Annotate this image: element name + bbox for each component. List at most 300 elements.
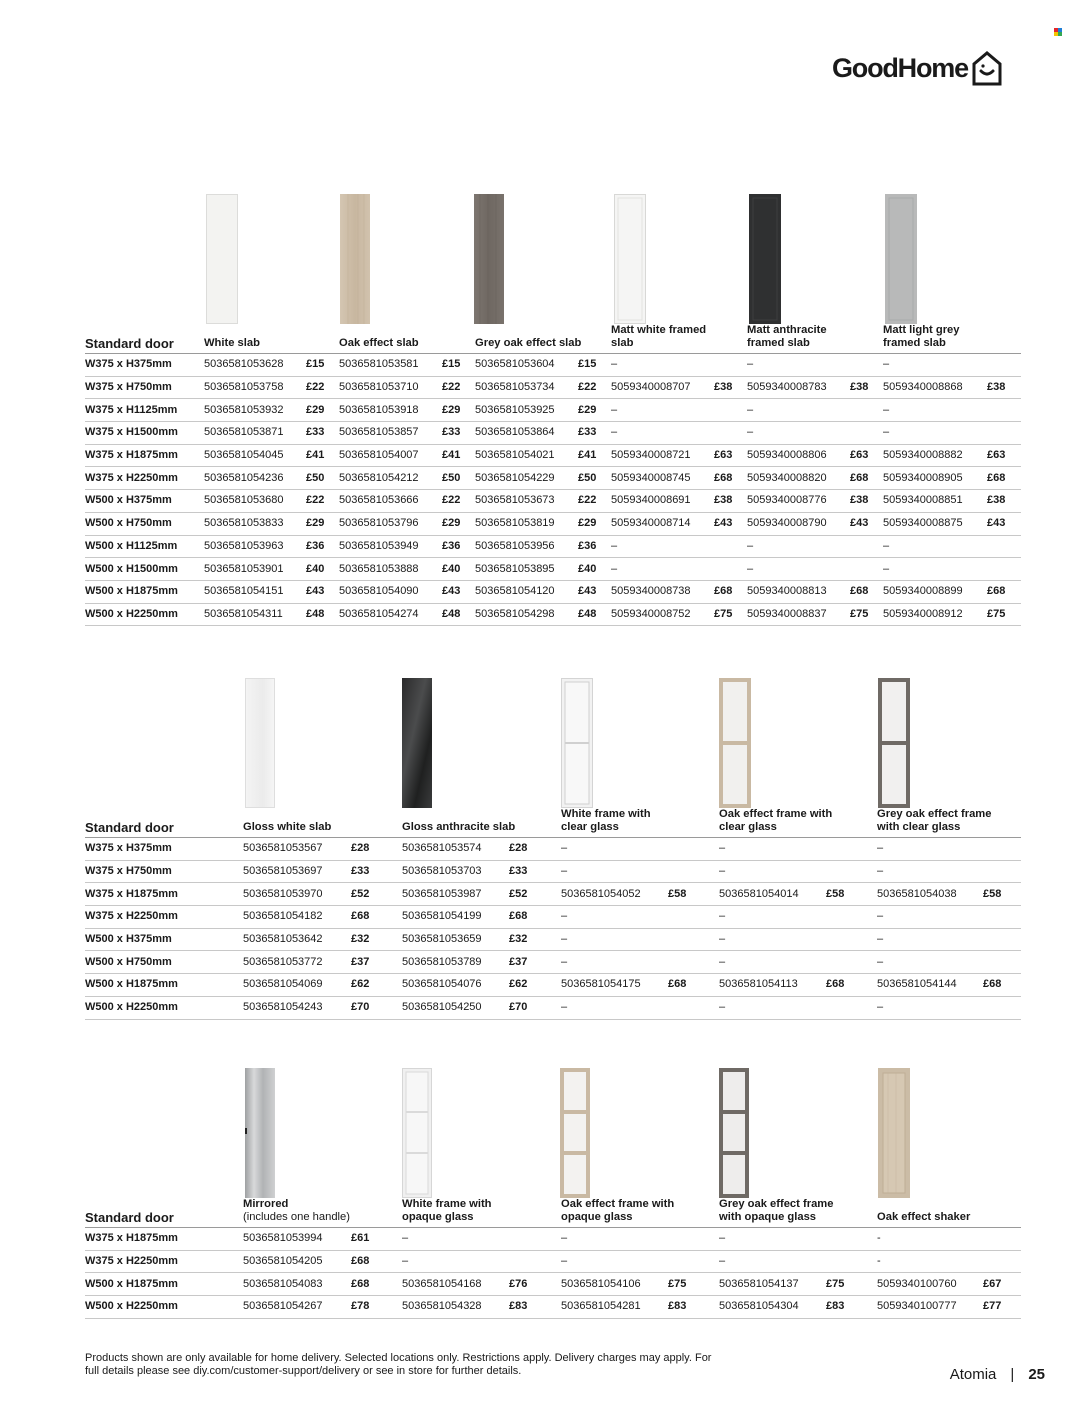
product-code-cell: 5036581053642 bbox=[243, 933, 323, 946]
product-code-cell: 5036581053918 bbox=[339, 403, 419, 416]
price-cell: £37 bbox=[509, 955, 528, 968]
table-row bbox=[85, 376, 1021, 399]
size-cell: W500 x H375mm bbox=[85, 933, 172, 946]
price-cell: £70 bbox=[351, 1001, 370, 1014]
product-code-cell: – bbox=[561, 842, 568, 855]
product-code-cell: – bbox=[883, 403, 890, 416]
price-cell: £28 bbox=[351, 842, 370, 855]
price-cell: £83 bbox=[509, 1300, 528, 1313]
price-cell: £77 bbox=[983, 1300, 1002, 1313]
price-cell: £29 bbox=[306, 517, 325, 530]
product-code-cell: 5036581053680 bbox=[204, 494, 284, 507]
price-cell: £63 bbox=[850, 449, 869, 462]
product-code-cell: 5036581053925 bbox=[475, 403, 555, 416]
product-code-cell: 5036581054168 bbox=[402, 1277, 482, 1290]
price-cell: £78 bbox=[351, 1300, 370, 1313]
product-name bbox=[611, 324, 747, 354]
product-code-cell: 5036581054311 bbox=[204, 607, 283, 620]
product-code-cell: – bbox=[561, 865, 568, 878]
price-cell: £43 bbox=[442, 585, 461, 598]
product-name bbox=[719, 808, 877, 838]
price-cell: £48 bbox=[306, 607, 325, 620]
product-name-text: Oak effect frame with clear glass bbox=[719, 808, 833, 833]
size-cell: W375 x H750mm bbox=[85, 381, 172, 394]
price-cell: £62 bbox=[351, 978, 370, 991]
product-code-cell: 5036581054052 bbox=[561, 887, 641, 900]
product-code-cell: – bbox=[611, 426, 618, 439]
table-row bbox=[85, 422, 1021, 445]
product-code-cell: 5036581054267 bbox=[243, 1300, 323, 1313]
size-cell: W500 x H750mm bbox=[85, 517, 172, 530]
price-cell: £36 bbox=[578, 539, 597, 552]
product-code-cell: 5036581054304 bbox=[719, 1300, 799, 1313]
oak-frame-opaque-glass-door-image bbox=[560, 1068, 590, 1198]
product-code-cell: – bbox=[719, 1255, 726, 1268]
grey-oak-slab-door-image bbox=[474, 194, 504, 324]
grey-oak-frame-opaque-glass-door-image bbox=[719, 1068, 749, 1198]
product-name-text: Grey oak effect frame with opaque glass bbox=[719, 1198, 834, 1223]
product-code-cell: 5036581053833 bbox=[204, 517, 284, 530]
size-cell: W500 x H1875mm bbox=[85, 978, 178, 991]
price-cell bbox=[850, 422, 883, 445]
size-cell: W375 x H2250mm bbox=[85, 910, 178, 923]
price-cell: £29 bbox=[442, 517, 461, 530]
product-code-cell: 5036581054243 bbox=[243, 1001, 323, 1014]
table-row bbox=[85, 580, 1021, 603]
header-label: Standard door bbox=[85, 1210, 174, 1225]
product-code-cell: 5036581054229 bbox=[475, 471, 555, 484]
product-code-cell: – bbox=[611, 539, 618, 552]
product-code-cell: – bbox=[747, 403, 754, 416]
gloss-glass-table bbox=[85, 808, 1021, 1020]
price-cell bbox=[668, 860, 719, 883]
table-row bbox=[85, 951, 1021, 974]
product-code-cell: – bbox=[719, 865, 726, 878]
product-name: Oak effect slab bbox=[339, 337, 419, 349]
gloss-glass-section bbox=[85, 670, 1021, 1020]
price-cell: £63 bbox=[714, 449, 733, 462]
price-cell bbox=[983, 906, 1021, 929]
oak-shaker-door-image bbox=[878, 1068, 910, 1198]
product-code-cell: – bbox=[611, 562, 618, 575]
page-footer bbox=[950, 1366, 1045, 1383]
price-cell: £43 bbox=[714, 517, 733, 530]
price-cell bbox=[987, 399, 1021, 422]
product-code-cell: – bbox=[561, 1001, 568, 1014]
product-name bbox=[561, 808, 719, 838]
product-code-cell: – bbox=[719, 842, 726, 855]
price-cell: £38 bbox=[850, 494, 869, 507]
product-code-cell: 5036581053673 bbox=[475, 494, 555, 507]
table-row bbox=[85, 603, 1021, 626]
price-cell bbox=[668, 1250, 719, 1273]
price-cell: £41 bbox=[578, 449, 597, 462]
product-code-cell: 5036581053864 bbox=[475, 426, 555, 439]
gloss-anthracite-door-image bbox=[402, 678, 432, 808]
price-cell: £33 bbox=[351, 865, 370, 878]
price-cell: £29 bbox=[578, 403, 597, 416]
product-code-cell: 5059340100760 bbox=[877, 1277, 957, 1290]
price-cell bbox=[714, 535, 747, 558]
table-row bbox=[85, 1296, 1021, 1319]
price-cell: £15 bbox=[306, 358, 325, 371]
product-code-cell: – bbox=[719, 1001, 726, 1014]
product-code-cell: 5036581053659 bbox=[402, 933, 482, 946]
price-cell bbox=[668, 1228, 719, 1251]
product-code-cell: – bbox=[719, 955, 726, 968]
product-code-cell: 5036581053987 bbox=[402, 887, 482, 900]
product-name: Grey oak effect slab bbox=[475, 337, 582, 349]
product-code-cell: 5059340008875 bbox=[883, 517, 963, 530]
white-frame-clear-glass-door-image bbox=[561, 678, 593, 808]
price-cell bbox=[983, 1250, 1021, 1273]
product-code-cell: 5059340008868 bbox=[883, 381, 963, 394]
price-cell: £48 bbox=[578, 607, 597, 620]
price-cell: £40 bbox=[442, 562, 461, 575]
brand-name: GoodHome bbox=[832, 52, 968, 83]
product-code-cell: – bbox=[883, 539, 890, 552]
product-code-cell: 5036581054069 bbox=[243, 978, 323, 991]
table-row bbox=[85, 467, 1021, 490]
price-cell: £43 bbox=[850, 517, 869, 530]
matt-white-framed-door-image bbox=[614, 194, 646, 324]
size-cell: W500 x H1500mm bbox=[85, 562, 178, 575]
price-cell bbox=[668, 996, 719, 1019]
price-cell: £58 bbox=[983, 887, 1002, 900]
product-code-cell: 5059340008912 bbox=[883, 607, 963, 620]
product-code-cell: 5036581054090 bbox=[339, 585, 419, 598]
price-cell: £36 bbox=[442, 539, 461, 552]
price-cell bbox=[983, 928, 1021, 951]
product-name: Gloss white slab bbox=[243, 821, 332, 833]
mirrored-door-image bbox=[245, 1068, 275, 1198]
price-cell: £68 bbox=[351, 1255, 370, 1268]
price-cell bbox=[668, 838, 719, 861]
product-code-cell: 5059340008714 bbox=[611, 517, 691, 530]
price-cell: £33 bbox=[442, 426, 461, 439]
table-row bbox=[85, 444, 1021, 467]
size-cell: W375 x H375mm bbox=[85, 842, 172, 855]
price-cell: £75 bbox=[987, 607, 1006, 620]
product-code-cell: – bbox=[747, 358, 754, 371]
product-code-cell: 5059340008707 bbox=[611, 381, 691, 394]
product-code-cell: – bbox=[877, 865, 884, 878]
price-cell: £50 bbox=[306, 471, 325, 484]
product-code-cell: 5036581053772 bbox=[243, 955, 323, 968]
price-cell bbox=[714, 354, 747, 377]
product-code-cell: 5059340008783 bbox=[747, 381, 827, 394]
price-cell bbox=[983, 1228, 1021, 1251]
price-cell: £38 bbox=[714, 381, 733, 394]
price-cell: £43 bbox=[306, 585, 325, 598]
price-cell: £22 bbox=[578, 381, 597, 394]
price-cell: £40 bbox=[306, 562, 325, 575]
mirror-opaque-table bbox=[85, 1198, 1021, 1319]
product-code-cell: 5059340008905 bbox=[883, 471, 963, 484]
price-cell bbox=[983, 996, 1021, 1019]
product-code-cell: – bbox=[611, 358, 618, 371]
product-code-cell: 5036581054175 bbox=[561, 978, 641, 991]
size-cell: W500 x H2250mm bbox=[85, 607, 178, 620]
door-images-row bbox=[85, 186, 1021, 324]
price-cell bbox=[826, 860, 877, 883]
product-name bbox=[877, 808, 1021, 838]
product-name-text: Matt white framed slab bbox=[611, 324, 707, 349]
size-cell: W500 x H1875mm bbox=[85, 1277, 178, 1290]
price-cell: £75 bbox=[714, 607, 733, 620]
product-code-cell: – bbox=[561, 933, 568, 946]
delivery-footnote: Products shown are only available for home delivery. Selected locations only. Restrictions apply. Delivery charges may apply. For full details please see diy.com/customer-support/delivery or see in store for further details. bbox=[85, 1352, 712, 1377]
product-code-cell: – bbox=[883, 426, 890, 439]
size-cell: W375 x H750mm bbox=[85, 865, 172, 878]
price-cell: £62 bbox=[509, 978, 528, 991]
product-code-cell: 5059340008820 bbox=[747, 471, 827, 484]
white-frame-opaque-glass-door-image bbox=[402, 1068, 432, 1198]
price-cell bbox=[668, 906, 719, 929]
price-cell: £68 bbox=[826, 978, 845, 991]
table-row bbox=[85, 1228, 1021, 1251]
product-code-cell: – bbox=[561, 910, 568, 923]
product-code-cell: 5059340008745 bbox=[611, 471, 691, 484]
price-cell bbox=[983, 951, 1021, 974]
table-row bbox=[85, 928, 1021, 951]
price-cell: £32 bbox=[509, 933, 528, 946]
price-cell: £76 bbox=[509, 1277, 528, 1290]
size-cell: W375 x H2250mm bbox=[85, 471, 178, 484]
product-code-cell: 5059340008882 bbox=[883, 449, 963, 462]
price-cell bbox=[987, 422, 1021, 445]
product-code-cell: 5036581053956 bbox=[475, 539, 555, 552]
product-code-cell: 5036581053734 bbox=[475, 381, 555, 394]
product-code-cell: 5036581053949 bbox=[339, 539, 419, 552]
size-cell: W500 x H1875mm bbox=[85, 585, 178, 598]
product-code-cell: 5036581053970 bbox=[243, 887, 323, 900]
product-name-text: Matt light grey framed slab bbox=[883, 324, 960, 349]
product-code-cell: 5036581053901 bbox=[204, 562, 284, 575]
price-cell: £50 bbox=[442, 471, 461, 484]
price-cell bbox=[826, 996, 877, 1019]
table-row bbox=[85, 838, 1021, 861]
price-cell: £29 bbox=[442, 403, 461, 416]
price-cell bbox=[850, 399, 883, 422]
product-code-cell: 5059340008806 bbox=[747, 449, 827, 462]
product-code-cell: – bbox=[719, 1232, 726, 1245]
price-cell bbox=[850, 558, 883, 581]
price-cell: £83 bbox=[826, 1300, 845, 1313]
price-cell bbox=[826, 951, 877, 974]
page-number: 25 bbox=[1028, 1366, 1045, 1383]
header-label: Standard door bbox=[85, 820, 174, 835]
price-cell: £22 bbox=[306, 381, 325, 394]
product-code-cell: 5036581054076 bbox=[402, 978, 482, 991]
table-row bbox=[85, 1250, 1021, 1273]
product-code-cell: 5036581054137 bbox=[719, 1277, 799, 1290]
product-code-cell: – bbox=[719, 910, 726, 923]
price-cell: £68 bbox=[714, 471, 733, 484]
price-cell: £63 bbox=[987, 449, 1006, 462]
price-cell bbox=[714, 422, 747, 445]
product-code-cell: – bbox=[747, 426, 754, 439]
price-cell bbox=[850, 354, 883, 377]
product-name: White slab bbox=[204, 337, 260, 349]
table-header-row bbox=[85, 808, 1021, 838]
price-cell: £22 bbox=[442, 381, 461, 394]
product-code-cell: – bbox=[402, 1255, 409, 1268]
price-cell: £43 bbox=[987, 517, 1006, 530]
product-code-cell: 5036581054144 bbox=[877, 978, 957, 991]
price-cell bbox=[714, 558, 747, 581]
product-code-cell: 5036581053963 bbox=[204, 539, 284, 552]
price-cell: £58 bbox=[826, 887, 845, 900]
price-cell: £70 bbox=[509, 1001, 528, 1014]
product-code-cell: 5059340008738 bbox=[611, 585, 691, 598]
product-code-cell: 5036581054151 bbox=[204, 585, 284, 598]
price-cell bbox=[826, 838, 877, 861]
price-cell: £75 bbox=[850, 607, 869, 620]
price-cell: £75 bbox=[826, 1277, 845, 1290]
product-code-cell: 5059340008721 bbox=[611, 449, 691, 462]
product-code-cell: 5036581054274 bbox=[339, 607, 419, 620]
price-cell: £68 bbox=[850, 585, 869, 598]
product-code-cell: 5036581054199 bbox=[402, 910, 482, 923]
price-cell: £28 bbox=[509, 842, 528, 855]
product-code-cell: 5036581054038 bbox=[877, 887, 957, 900]
product-name-text: Grey oak effect frame with clear glass bbox=[877, 808, 992, 833]
product-name-text: White frame with clear glass bbox=[561, 808, 651, 833]
product-name bbox=[883, 324, 1021, 354]
product-code-cell: - bbox=[877, 1232, 881, 1245]
product-name-text: Mirrored bbox=[243, 1198, 289, 1210]
product-code-cell: 5036581053697 bbox=[243, 865, 323, 878]
table-row bbox=[85, 860, 1021, 883]
product-code-cell: 5036581054007 bbox=[339, 449, 419, 462]
standard-slab-section bbox=[85, 186, 1021, 626]
price-cell: £68 bbox=[668, 978, 687, 991]
size-cell: W500 x H375mm bbox=[85, 494, 172, 507]
product-code-cell: 5059340008899 bbox=[883, 585, 963, 598]
product-name bbox=[719, 1198, 877, 1228]
price-cell bbox=[826, 1250, 877, 1273]
price-cell: £29 bbox=[578, 517, 597, 530]
product-code-cell: 5036581053710 bbox=[339, 381, 419, 394]
price-cell: £40 bbox=[578, 562, 597, 575]
size-cell: W375 x H375mm bbox=[85, 358, 172, 371]
product-code-cell: 5036581054250 bbox=[402, 1001, 482, 1014]
brand-logo bbox=[832, 48, 1003, 88]
price-cell: £68 bbox=[714, 585, 733, 598]
product-code-cell: 5059340008691 bbox=[611, 494, 691, 507]
price-cell: £43 bbox=[578, 585, 597, 598]
price-cell: £15 bbox=[442, 358, 461, 371]
product-code-cell: – bbox=[883, 358, 890, 371]
product-code-cell: 5059340008790 bbox=[747, 517, 827, 530]
product-code-cell: 5036581053574 bbox=[402, 842, 482, 855]
size-cell: W375 x H2250mm bbox=[85, 1255, 178, 1268]
product-code-cell: 5036581054182 bbox=[243, 910, 323, 923]
range-name: Atomia bbox=[949, 1366, 997, 1383]
product-code-cell: 5059340008813 bbox=[747, 585, 827, 598]
price-cell bbox=[983, 838, 1021, 861]
header-label: Standard door bbox=[85, 336, 174, 351]
product-code-cell: 5036581053703 bbox=[402, 865, 482, 878]
matt-light-grey-framed-door-image bbox=[885, 194, 917, 324]
matt-anthracite-framed-door-image bbox=[749, 194, 781, 324]
price-cell: £33 bbox=[306, 426, 325, 439]
product-name bbox=[561, 1198, 719, 1228]
price-cell: £61 bbox=[351, 1232, 370, 1245]
size-cell: W500 x H750mm bbox=[85, 955, 172, 968]
table-body bbox=[85, 1228, 1021, 1319]
product-code-cell: 5036581053604 bbox=[475, 358, 555, 371]
product-code-cell: 5036581053796 bbox=[339, 517, 419, 530]
product-code-cell: 5059340008851 bbox=[883, 494, 963, 507]
size-cell: W375 x H1875mm bbox=[85, 887, 178, 900]
price-cell bbox=[509, 1228, 561, 1251]
table-row bbox=[85, 974, 1021, 997]
price-cell bbox=[987, 558, 1021, 581]
product-code-cell: – bbox=[877, 933, 884, 946]
product-code-cell: – bbox=[877, 1001, 884, 1014]
table-row bbox=[85, 996, 1021, 1019]
product-name-text: Oak effect frame with opaque glass bbox=[561, 1198, 675, 1223]
product-name bbox=[402, 1198, 561, 1228]
price-cell: £32 bbox=[351, 933, 370, 946]
product-code-cell: 5036581053567 bbox=[243, 842, 323, 855]
size-cell: W375 x H1875mm bbox=[85, 449, 178, 462]
price-cell: £75 bbox=[668, 1277, 687, 1290]
product-name: Gloss anthracite slab bbox=[402, 821, 516, 833]
price-cell: £68 bbox=[983, 978, 1002, 991]
price-cell: £52 bbox=[351, 887, 370, 900]
price-cell: £68 bbox=[351, 1277, 370, 1290]
table-row bbox=[85, 512, 1021, 535]
table-row bbox=[85, 354, 1021, 377]
price-cell: £68 bbox=[509, 910, 528, 923]
price-cell: £68 bbox=[351, 910, 370, 923]
standard-slab-table bbox=[85, 324, 1021, 626]
product-code-cell: – bbox=[611, 403, 618, 416]
white-slab-door-image bbox=[206, 194, 238, 324]
price-cell: £38 bbox=[987, 494, 1006, 507]
product-code-cell: 5059340008776 bbox=[747, 494, 827, 507]
product-code-cell: 5036581053871 bbox=[204, 426, 284, 439]
price-cell bbox=[668, 928, 719, 951]
gloss-white-door-image bbox=[245, 678, 275, 808]
product-code-cell: 5036581053581 bbox=[339, 358, 419, 371]
table-row bbox=[85, 558, 1021, 581]
size-cell: W500 x H2250mm bbox=[85, 1001, 178, 1014]
price-cell bbox=[826, 928, 877, 951]
product-code-cell: 5036581054083 bbox=[243, 1277, 323, 1290]
product-code-cell: 5036581053628 bbox=[204, 358, 284, 371]
product-name: Oak effect shaker bbox=[877, 1211, 971, 1223]
house-icon bbox=[971, 50, 1003, 86]
table-row bbox=[85, 490, 1021, 513]
product-code-cell: 5059340008752 bbox=[611, 607, 691, 620]
price-cell bbox=[509, 1250, 561, 1273]
product-code-cell: 5036581054106 bbox=[561, 1277, 641, 1290]
table-body bbox=[85, 354, 1021, 626]
table-row bbox=[85, 883, 1021, 906]
product-code-cell: 5036581053888 bbox=[339, 562, 419, 575]
colour-mark-icon bbox=[1054, 28, 1062, 36]
product-code-cell: – bbox=[877, 955, 884, 968]
product-code-cell: – bbox=[561, 1255, 568, 1268]
grey-oak-frame-clear-glass-door-image bbox=[878, 678, 910, 808]
size-cell: W500 x H2250mm bbox=[85, 1300, 178, 1313]
product-code-cell: 5036581053932 bbox=[204, 403, 284, 416]
product-code-cell: 5059340100777 bbox=[877, 1300, 957, 1313]
